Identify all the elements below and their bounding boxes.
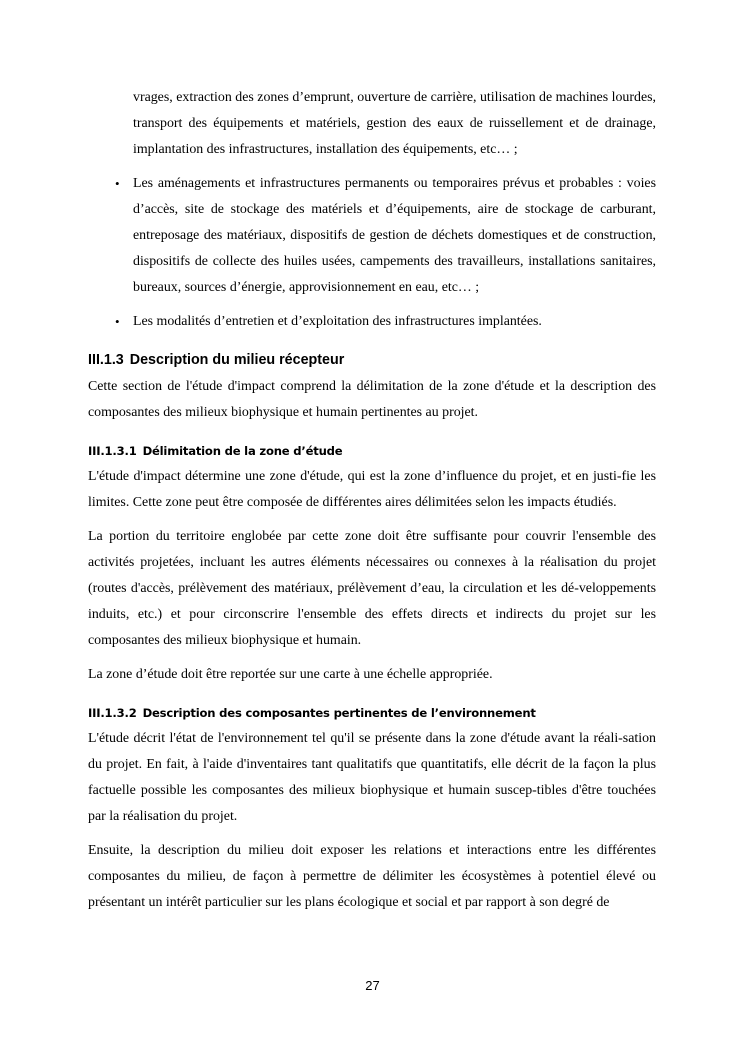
section-heading	[88, 349, 656, 371]
subsection-title: Description des composantes pertinentes de l’environnement	[142, 706, 536, 720]
bullet-icon: •	[115, 314, 120, 329]
page-content	[88, 85, 656, 924]
subsection-heading-delimitation	[88, 440, 656, 462]
subsection-title: Délimitation de la zone d’étude	[142, 444, 343, 458]
paragraph: La portion du territoire englobée par cette zone doit être suffisante pour couvrir l'ensemble des activités projetées, incluant les autres éléments nécessaires ou connexes à la réalisation du projet (routes d'accès, prélèvement des matériaux, prélèvement d’eau, la circulation et les dé-veloppements induits, etc.) et pour circonscrire l'ensemble des effets directs et indirects du projet sur les composantes des milieux biophysique et humain.	[88, 529, 656, 648]
paragraph: La zone d’étude doit être reportée sur une carte à une échelle appropriée.	[88, 667, 493, 682]
section-intro-paragraph: Cette section de l'étude d'impact comprend la délimitation de la zone d'étude et la description des composantes des milieux biophysique et humain pertinentes au projet.	[88, 379, 656, 420]
section-title: Description du milieu récepteur	[129, 352, 345, 368]
bullet-icon: •	[115, 176, 120, 191]
paragraph: L'étude d'impact détermine une zone d'étude, qui est la zone d’influence du projet, et en justi-fie les limites. Cette zone peut être composée de différentes aires délimitées selon les impacts étudiés.	[88, 469, 656, 510]
subsection-heading-composantes	[88, 702, 656, 724]
list-item	[88, 309, 656, 335]
subsection-number: III.1.3.1	[88, 444, 137, 458]
paragraph: Ensuite, la description du milieu doit exposer les relations et interactions entre les différentes composantes du milieu, de façon à permettre de délimiter les écosystèmes à potentiel élevé ou présentant un intérêt particulier sur les plans écologique et social et par rapport à son degré de	[88, 843, 656, 910]
bullet-text: Les aménagements et infrastructures permanents ou temporaires prévus et probables : voies d’accès, site de stockage des matériels et d’équipements, aire de stockage de carburant, entreposage des matériaux, dispositifs de gestion de déchets domestiques et de construction, dispositifs de collecte des huiles usées, campements des travailleurs, installations sanitaires, bureaux, sources d’énergie, approvisionnement en eau, etc… ;	[133, 176, 656, 295]
list-item	[88, 171, 656, 301]
subsection-number: III.1.3.2	[88, 706, 137, 720]
bullet-continuation-text: vrages, extraction des zones d’emprunt, ouverture de carrière, utilisation de machines lourdes, transport des équipements et matériels, gestion des eaux de ruissellement et de drainage, implantation des infrastructures, installation des équipements, etc… ;	[133, 90, 656, 157]
bullet-list	[88, 171, 656, 335]
paragraph: L'étude décrit l'état de l'environnement tel qu'il se présente dans la zone d'étude avant la réali-sation du projet. En fait, à l'aide d'inventaires tant qualitatifs que quantitatifs, elle décrit de la façon la plus factuelle possible les composantes des milieux biophysique et humain suscep-tibles d'être touchées par la réalisation du projet.	[88, 731, 656, 824]
section-number: III.1.3	[88, 352, 124, 368]
page-number: 27	[365, 978, 380, 993]
bullet-text: Les modalités d’entretien et d’exploitation des infrastructures implantées.	[133, 314, 542, 329]
